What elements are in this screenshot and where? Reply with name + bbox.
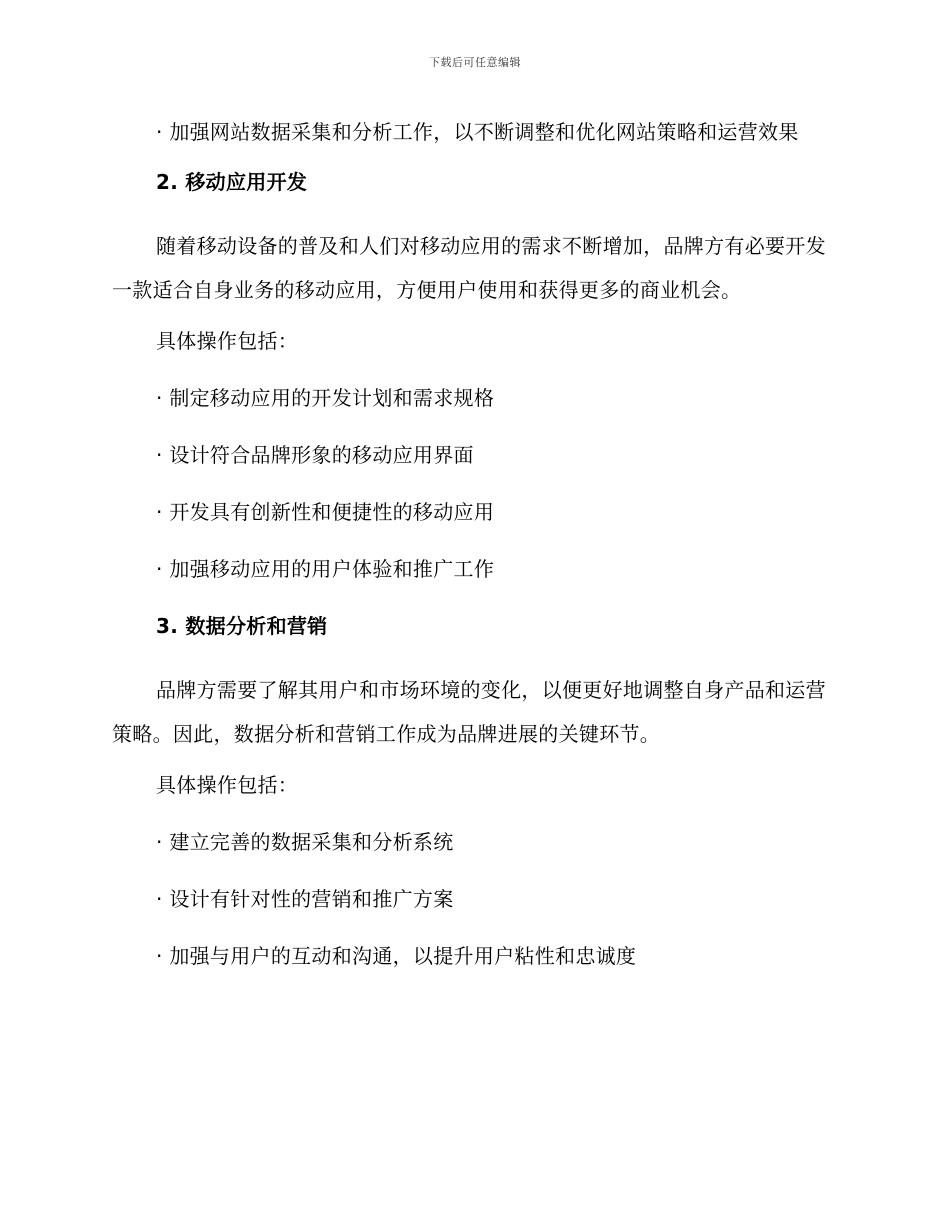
bullet-item: · 制定移动应用的开发计划和需求规格 <box>156 386 495 410</box>
header-note: 下载后可任意编辑 <box>429 56 521 69</box>
list-intro: 具体操作包括： <box>156 329 299 353</box>
bullet-item: · 建立完善的数据采集和分析系统 <box>156 830 454 854</box>
bullet-item: · 设计符合品牌形象的移动应用界面 <box>156 443 474 467</box>
section-heading: 2. 移动应用开发 <box>156 170 308 194</box>
bullet-item: · 加强与用户的互动和沟通，以提升用户粘性和忠诚度 <box>156 944 637 968</box>
bullet-item: · 设计有针对性的营销和推广方案 <box>156 887 454 911</box>
bullet-item: · 加强网站数据采集和分析工作，以不断调整和优化网站策略和运营效果 <box>156 120 799 144</box>
list-intro: 具体操作包括： <box>156 773 299 797</box>
bullet-item: · 开发具有创新性和便捷性的移动应用 <box>156 500 495 524</box>
paragraph: 品牌方需要了解其用户和市场环境的变化，以便更好地调整自身产品和运营策略。因此，数据分析和营销工作成为品牌进展的关键环节。 <box>112 678 826 746</box>
section-heading: 3. 数据分析和营销 <box>156 614 328 638</box>
bullet-item: · 加强移动应用的用户体验和推广工作 <box>156 557 495 581</box>
document-body <box>112 110 832 998</box>
paragraph: 随着移动设备的普及和人们对移动应用的需求不断增加，品牌方有必要开发一款适合自身业务的移动应用，方便用户使用和获得更多的商业机会。 <box>112 234 826 302</box>
